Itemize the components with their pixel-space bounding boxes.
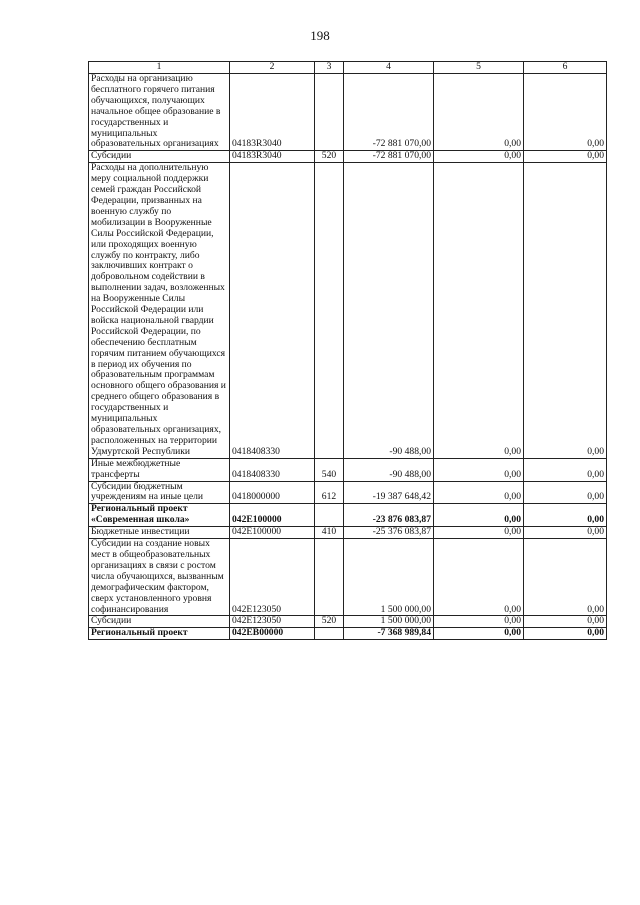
row-vr-cell: 540 (315, 458, 344, 481)
row-col6-cell: 0,00 (524, 74, 607, 151)
row-vr-cell: 612 (315, 481, 344, 504)
row-name-cell: Субсидии бюджетным учреждениям на иные цели (89, 481, 230, 504)
row-sum-cell: -90 488,00 (344, 458, 434, 481)
row-code-cell: 042EB00000 (230, 628, 315, 640)
row-col6-cell: 0,00 (524, 151, 607, 163)
budget-table (88, 61, 607, 640)
table-row (89, 74, 607, 151)
row-col6-cell: 0,00 (524, 539, 607, 616)
row-vr-cell: 520 (315, 151, 344, 163)
row-code-cell: 042E100000 (230, 504, 315, 527)
row-vr-cell (315, 74, 344, 151)
row-code-cell: 042E123050 (230, 539, 315, 616)
page-number: 198 (310, 28, 330, 43)
row-sum-cell: -23 876 083,87 (344, 504, 434, 527)
row-vr-cell (315, 163, 344, 458)
row-code-cell: 04183R3040 (230, 151, 315, 163)
row-name-cell: Субсидии (89, 151, 230, 163)
row-name-cell: Субсидии (89, 616, 230, 628)
row-name-cell: Бюджетные инвестиции (89, 527, 230, 539)
row-col5-cell: 0,00 (434, 151, 524, 163)
row-col6-cell: 0,00 (524, 458, 607, 481)
row-vr-cell (315, 628, 344, 640)
row-sum-cell: -72 881 070,00 (344, 151, 434, 163)
row-col5-cell: 0,00 (434, 481, 524, 504)
column-header: 6 (524, 62, 607, 74)
table-row (89, 504, 607, 527)
column-header: 2 (230, 62, 315, 74)
row-sum-cell: -7 368 989,84 (344, 628, 434, 640)
row-sum-cell: -25 376 083,87 (344, 527, 434, 539)
row-code-cell: 0418408330 (230, 163, 315, 458)
row-sum-cell: -72 881 070,00 (344, 74, 434, 151)
row-col6-cell: 0,00 (524, 481, 607, 504)
row-name-cell: Региональный проект (89, 628, 230, 640)
row-vr-cell (315, 539, 344, 616)
column-header: 1 (89, 62, 230, 74)
column-header: 5 (434, 62, 524, 74)
table-row (89, 527, 607, 539)
row-col5-cell: 0,00 (434, 163, 524, 458)
row-name-cell: Расходы на организацию бесплатного горячего питания обучающихся, получающих начальное общее образование в государственных и муниципальных образовательных организациях (89, 74, 230, 151)
table-row (89, 616, 607, 628)
row-col5-cell: 0,00 (434, 628, 524, 640)
row-vr-cell: 410 (315, 527, 344, 539)
table-row (89, 458, 607, 481)
row-vr-cell (315, 504, 344, 527)
row-name-cell: Субсидии на создание новых мест в общеобразовательных организациях в связи с ростом числа обучающихся, вызванным демографическим фактором, сверх установленного уровня софинансирования (89, 539, 230, 616)
column-header: 4 (344, 62, 434, 74)
table-row (89, 628, 607, 640)
row-col6-cell: 0,00 (524, 616, 607, 628)
row-code-cell: 042E123050 (230, 616, 315, 628)
row-code-cell: 0418000000 (230, 481, 315, 504)
row-col6-cell: 0,00 (524, 527, 607, 539)
row-col5-cell: 0,00 (434, 616, 524, 628)
row-vr-cell: 520 (315, 616, 344, 628)
row-code-cell: 0418408330 (230, 458, 315, 481)
row-col5-cell: 0,00 (434, 527, 524, 539)
row-col6-cell: 0,00 (524, 504, 607, 527)
row-name-cell: Иные межбюджетные трансферты (89, 458, 230, 481)
row-sum-cell: 1 500 000,00 (344, 539, 434, 616)
row-col5-cell: 0,00 (434, 74, 524, 151)
row-sum-cell: 1 500 000,00 (344, 616, 434, 628)
table-row (89, 481, 607, 504)
row-name-cell: Региональный проект «Современная школа» (89, 504, 230, 527)
row-name-cell: Расходы на дополнительную меру социальной поддержки семей граждан Российской Федерации, призванных на военную службу по мобилизации в Вооруженные Силы Российской Федерации, или проходящих военную службу по контракту, либо заключивших контракт о добровольном содействии в выполнении задач, возложенных на Вооруженные Силы Российской Федерации или войска национальной гвардии Российской Федерации, по обеспечению бесплатным горячим питанием обучающихся в период их обучения по образовательным программам основного общего образования и среднего общего образования в государственных и муниципальных образовательных организациях, расположенных на территории Удмуртской Республики (89, 163, 230, 458)
row-col5-cell: 0,00 (434, 458, 524, 481)
row-code-cell: 042E100000 (230, 527, 315, 539)
table-row (89, 163, 607, 458)
column-header: 3 (315, 62, 344, 74)
row-sum-cell: -19 387 648,42 (344, 481, 434, 504)
table-row (89, 151, 607, 163)
row-col5-cell: 0,00 (434, 539, 524, 616)
row-col6-cell: 0,00 (524, 628, 607, 640)
row-code-cell: 04183R3040 (230, 74, 315, 151)
header-row (89, 62, 607, 74)
row-col5-cell: 0,00 (434, 504, 524, 527)
row-col6-cell: 0,00 (524, 163, 607, 458)
table-row (89, 539, 607, 616)
row-sum-cell: -90 488,00 (344, 163, 434, 458)
